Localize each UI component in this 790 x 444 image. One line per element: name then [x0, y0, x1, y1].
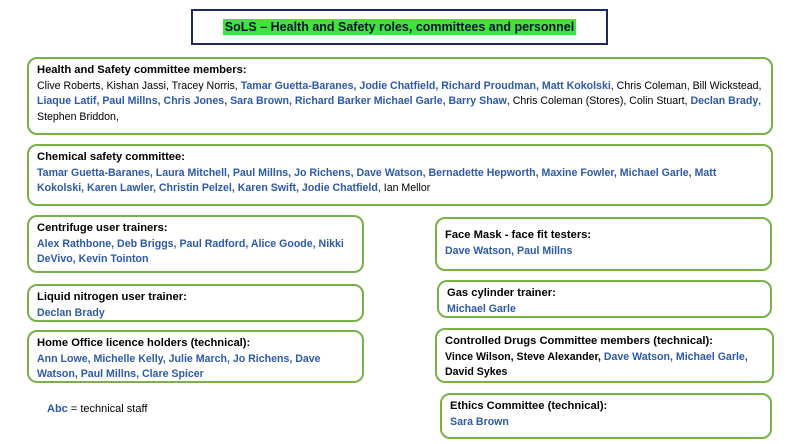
- technical-staff-names: Alex Rathbone, Deb Briggs, Paul Radford, Alice Goode, Nikki DeVivo, Kevin Tointon: [37, 237, 344, 265]
- technical-staff-names: Ann Lowe, Michelle Kelly, Julie March, Jo Richens, Dave Watson, Paul Millns, Clare Spicer: [37, 352, 321, 380]
- liquid-nitrogen-header: Liquid nitrogen user trainer:: [37, 291, 187, 303]
- ethics-header: Ethics Committee (technical):: [450, 400, 608, 412]
- centrifuge-box: [27, 215, 364, 273]
- controlled-drugs-names: [445, 350, 764, 381]
- gas-cylinder-header: Gas cylinder trainer:: [447, 287, 556, 299]
- face-mask-header: Face Mask - face fit testers:: [445, 229, 592, 241]
- staff-names: , Ian Mellor: [377, 182, 431, 194]
- legend-text: = technical staff: [67, 403, 148, 415]
- hs-committee-header: Health and Safety committee members:: [37, 64, 247, 76]
- technical-staff-names: Tamar Guetta-Baranes, Jodie Chatfield, Richard Proudman, Matt Kokolski: [240, 79, 611, 92]
- technical-staff-names: Michael Garle: [447, 302, 516, 315]
- controlled-drugs-header: Controlled Drugs Committee members (technical):: [445, 335, 713, 347]
- staff-names: , Chris Coleman, Bill Wickstead,: [610, 79, 762, 92]
- staff-names: Clive Roberts, Kishan Jassi, Tracey Norris,: [37, 79, 241, 92]
- home-office-names: [37, 352, 354, 383]
- ethics-names: [450, 415, 762, 431]
- home-office-header: Home Office licence holders (technical):: [37, 337, 251, 349]
- technical-staff-names: Sara Brown: [450, 415, 509, 428]
- technical-staff-names: Dave Watson, Michael Garle,: [603, 350, 748, 363]
- gas-cylinder-box: [437, 280, 772, 318]
- chem-committee-names: [37, 166, 763, 197]
- chem-committee-box: [27, 144, 773, 206]
- face-mask-box: [435, 217, 772, 271]
- legend: [47, 403, 147, 415]
- technical-staff-names: Declan Brady: [690, 95, 759, 107]
- home-office-box: [27, 330, 364, 383]
- staff-names: Vince Wilson, Steve Alexander,: [445, 350, 604, 363]
- hs-committee-names: [37, 79, 763, 126]
- technical-staff-names: Tamar Guetta-Baranes, Laura Mitchell, Paul Millns, Jo Richens, Dave Watson, Bernadette Hepworth, Maxine Fowler, Michael Garle, Matt Kokolski, Karen Lawler, Christin Pelzel, Karen Swift, Jodie Chatfield: [37, 166, 717, 194]
- technical-staff-names: Liaque Latif, Paul Millns, Chris Jones, Sara Brown, Richard Barker Michael Garle, Barry Shaw: [37, 95, 507, 107]
- centrifuge-names: [37, 237, 354, 268]
- liquid-nitrogen-box: [27, 284, 364, 322]
- ethics-box: [440, 393, 772, 439]
- chem-committee-header: Chemical safety committee:: [37, 151, 185, 163]
- controlled-drugs-box: [435, 328, 774, 383]
- centrifuge-header: Centrifuge user trainers:: [37, 222, 168, 234]
- hs-committee-box: [27, 57, 773, 135]
- staff-names: David Sykes: [445, 366, 508, 378]
- liquid-nitrogen-names: [37, 306, 354, 322]
- staff-names: , Stephen Briddon,: [37, 95, 762, 123]
- page-title: SoLS – Health and Safety roles, committees and personnel: [224, 20, 575, 34]
- technical-staff-names: Dave Watson, Paul Millns: [445, 244, 573, 257]
- face-mask-names: [445, 244, 762, 260]
- title-box: [191, 9, 608, 45]
- gas-cylinder-names: [447, 302, 762, 318]
- staff-names: , Chris Coleman (Stores), Colin Stuart,: [506, 95, 691, 107]
- legend-sample: Abc: [47, 403, 68, 415]
- technical-staff-names: Declan Brady: [37, 306, 105, 319]
